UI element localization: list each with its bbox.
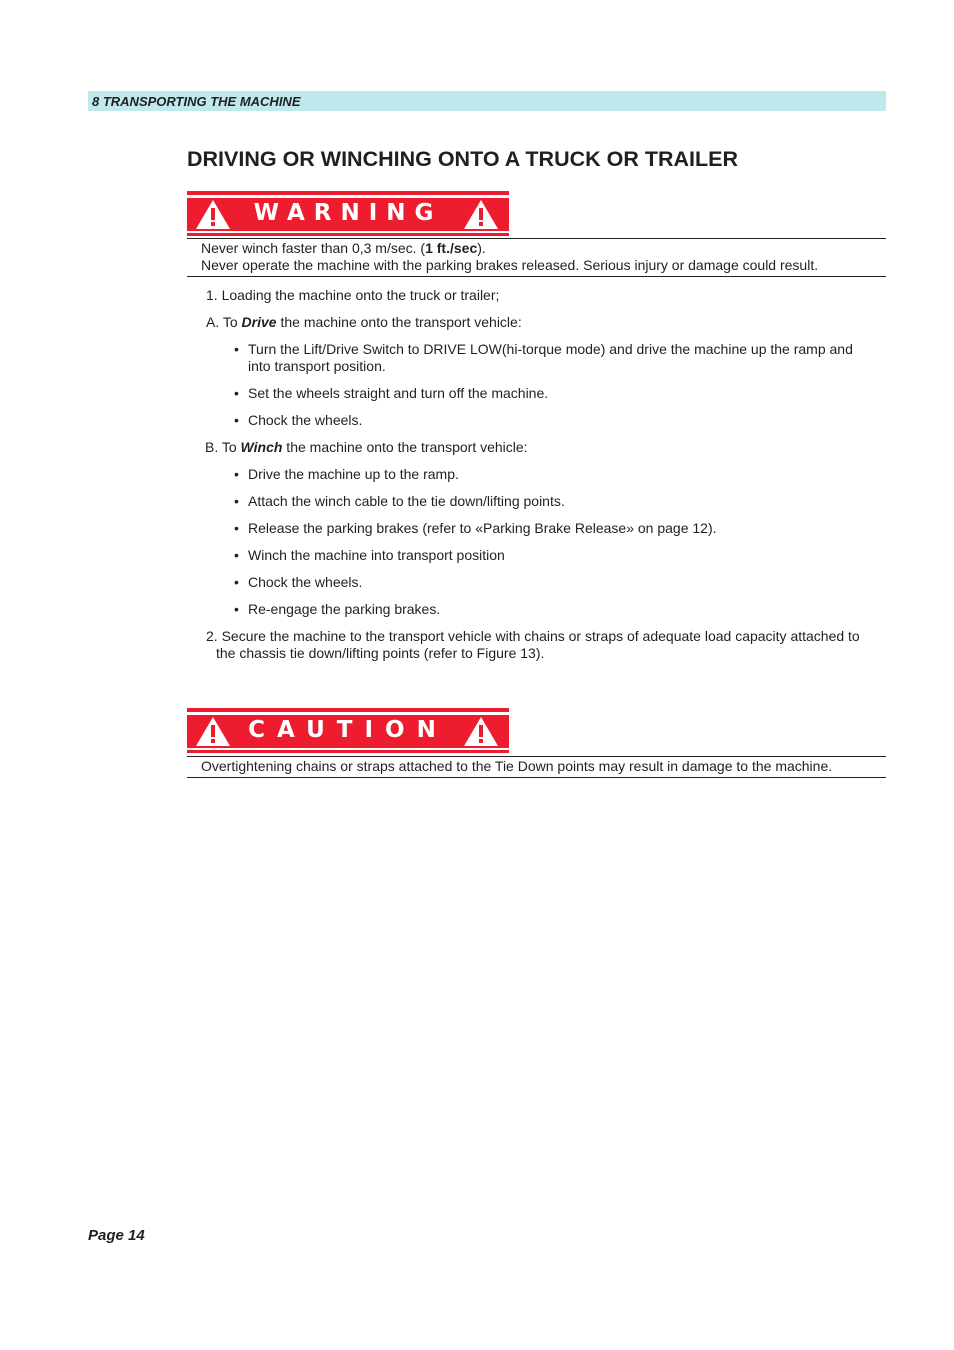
list-item: • Set the wheels straight and turn off the machine. — [234, 385, 549, 401]
step-2-line1: 2. Secure the machine to the transport vehicle with chains or straps of adequate load capacity attached to — [206, 628, 860, 644]
step-b: B. To Winch the machine onto the transport vehicle: — [205, 439, 528, 455]
caution-banner — [187, 708, 509, 752]
exclamation-triangle-icon — [195, 199, 231, 230]
list-item: • Chock the wheels. — [234, 412, 363, 428]
list-item: • Drive the machine up to the ramp. — [234, 466, 459, 482]
page-title: DRIVING OR WINCHING ONTO A TRUCK OR TRAILER — [187, 147, 739, 171]
list-item: • Re-engage the parking brakes. — [234, 601, 441, 617]
warning-text-line1: Never winch faster than 0,3 m/sec. (1 ft./sec). — [201, 240, 486, 256]
list-item: • Turn the Lift/Drive Switch to DRIVE LOW(hi-torque mode) and drive the machine up the ramp and — [234, 341, 853, 357]
warning-text-line2: Never operate the machine with the parking brakes released. Serious injury or damage could result. — [201, 257, 819, 273]
warning-rule-top — [187, 238, 886, 239]
caution-rule-bottom — [187, 777, 886, 778]
warning-rule-bottom — [187, 276, 886, 277]
section-header — [88, 91, 886, 111]
exclamation-triangle-icon — [463, 716, 499, 747]
exclamation-triangle-icon — [463, 199, 499, 230]
exclamation-triangle-icon — [195, 716, 231, 747]
caution-rule-top — [187, 756, 886, 757]
page-number: Page 14 — [88, 1227, 145, 1244]
caution-label: CAUTION — [248, 717, 448, 743]
section-header-label: 8 TRANSPORTING THE MACHINE — [92, 94, 301, 109]
list-item: • Release the parking brakes (refer to «Parking Brake Release» on page 12). — [234, 520, 717, 536]
warning-label: WARNING — [253, 200, 443, 226]
list-item-continuation: into transport position. — [248, 358, 386, 374]
list-item: • Winch the machine into transport position — [234, 547, 505, 563]
list-item: • Attach the winch cable to the tie down/lifting points. — [234, 493, 565, 509]
step-2-line2: the chassis tie down/lifting points (refer to Figure 13). — [216, 645, 545, 661]
caution-text: Overtightening chains or straps attached to the Tie Down points may result in damage to the machine. — [201, 758, 833, 774]
step-a: A. To Drive the machine onto the transport vehicle: — [206, 314, 522, 330]
list-item: • Chock the wheels. — [234, 574, 363, 590]
step-1: 1. Loading the machine onto the truck or trailer; — [206, 287, 500, 303]
warning-banner — [187, 191, 509, 235]
